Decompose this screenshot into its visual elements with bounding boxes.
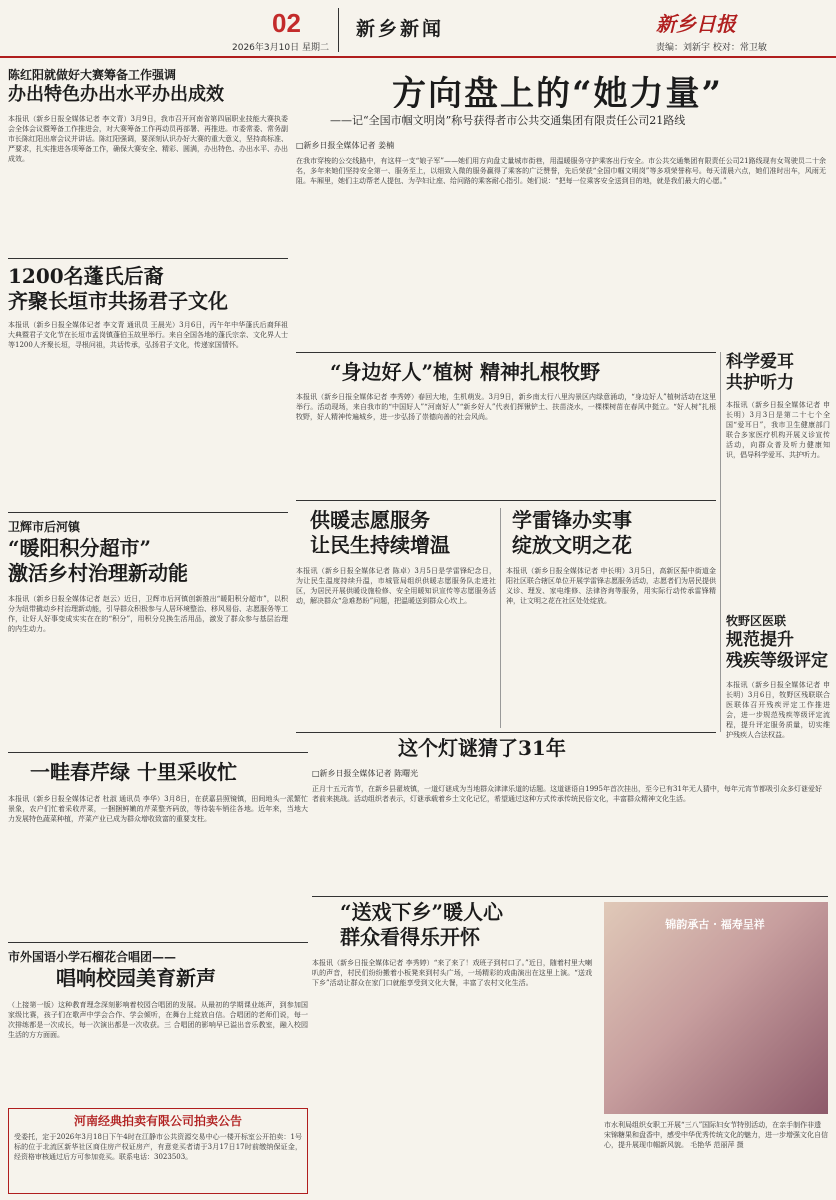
article-kicker: 卫辉市后河镇: [8, 520, 81, 534]
feature-body: 在我市穿梭的公交线路中，有这样一支“娘子军”——她们用方向盘丈量城市街巷，用温暖服务守护乘客出行安全。市公共交通集团有限责任公司21路线现有女驾驶员二十余名，多年来她们坚持安全第一、服务至上，以细致入微的服务赢得了乘客的广泛赞誉，先后荣获“全国巾帼文明岗”等多项荣誉称号。每天清晨六点，她们准时出车，风雨无阻。车厢里，她们主动帮老人提包、为孕妇让座、给问路的乘客耐心指引。她们说：“把每一位乘客安全送到目的地，就是我们最大的心愿。”: [296, 157, 826, 185]
divider: [8, 258, 288, 259]
auction-notice-body: 受委托，定于2026年3月18日下午4时在江静市公共资源交易中心一楼开标室公开拍卖：1号标的位于北流区新华社区商住房产权证房产，有意竞买者请于3月17日17时前缴纳保证金，经资格审核通过后方可参加竞买。联系电话：3023503。: [14, 1133, 302, 1161]
feature-headline: 方向盘上的“她力量”: [392, 74, 724, 108]
article-body: 本报讯（新乡日报全媒体记者 陈卓）3月5日是学雷锋纪念日，为让民生温度持续升温，市城管局组织供暖志愿服务队走进社区，为居民开展供暖设施检修、安全用暖知识宣传等志愿服务活动，解决群众“急难愁盼”问题，把温暖送到群众心坎上。: [296, 567, 496, 605]
issue-date: 2026年3月10日 星期二: [232, 43, 329, 52]
divider: [8, 512, 288, 513]
section-name: 新乡新闻: [356, 18, 445, 40]
article-body: （上接第一版）这种教育理念深刻影响着校园合唱团的发展。从最初的学期课业练声，到参加国家级比赛，孩子们在歌声中学会合作、学会倾听，在舞台上绽放自信。合唱团的老师们说，每一次排练都是一次成长，每一次演出都是一次收获。三 合唱团的影响早已溢出音乐教室，融入校园生活的方方面面。: [8, 1001, 308, 1039]
divider: [296, 352, 716, 353]
article-headline: “身边好人”植树 精神扎根牧野: [330, 360, 600, 384]
header-rule: [0, 56, 836, 58]
article-body: 正月十五元宵节，在新乡县翟坡镇，一道灯谜成为当地群众津津乐道的话题。这道谜语自1995年首次挂出，至今已有31年无人猜中，每年元宵节都吸引众多灯谜爱好者前来挑战。活动组织者表示，灯谜承载着乡土文化记忆，希望通过这种方式传承传统民俗文化，丰富群众精神文化生活。: [312, 785, 822, 803]
photo-caption: 市水利局组织女职工开展“三八”国际妇女节特别活动，在亲手制作非遗宋锦糖果和盘香中，感受中华优秀传统文化的魅力，进一步增强文化自信心，提升展现巾帼新风貌。 毛艳华 范丽萍 摄: [604, 1121, 828, 1149]
article-headline: 供暖志愿服务 让民生持续增温: [310, 508, 450, 557]
article-headline: 办出特色办出水平办出成效: [8, 84, 224, 105]
article-kicker: 陈红阳就做好大赛筹备工作强调: [8, 68, 177, 82]
article-body: 本报讯（新乡日报全媒体记者 李文青 通讯员 王晨光）3月6日，丙午年中华蓬氏后裔拜祖大典暨君子文化节在长垣市孟岗镇蓬伯玉故里举行。来自全国各地的蓬氏宗亲、文化界人士等1200人齐聚长垣，寻根问祖，共话传承，弘扬君子文化，传递家国情怀。: [8, 321, 288, 349]
article-headline: 1200名蓬氏后裔 齐聚长垣市共扬君子文化: [8, 264, 228, 313]
feature-byline: □新乡日报全媒体记者 姜楠: [296, 141, 395, 150]
divider: [8, 942, 308, 943]
header-divider: [338, 8, 339, 52]
feature-subheadline: ——记“全国市帼文明岗”称号获得者市公共交通集团有限责任公司21路线: [330, 114, 686, 127]
article-kicker: 牧野区医联: [726, 614, 787, 628]
article-body: 本报讯（新乡日报全媒体记者 申长明）3月6日，牧野区残联联合医联体召开残疾评定工作推进会，进一步规范残疾等级评定流程，提升评定服务质量，切实维护残疾人合法权益。: [726, 681, 830, 739]
article-headline: “暖阳积分超市” 激活乡村治理新动能: [8, 536, 188, 585]
article-kicker: 科学爱耳: [726, 352, 794, 372]
article-body: 本报讯（新乡日报全媒体记者 杜淑 通讯员 李华）3月8日，在获嘉县照镜镇，田间地头一派繁忙景象，农户们忙着采收芹菜，一捆捆鲜嫩的芹菜整齐码放，等待装车销往各地。近年来，当地大力发展特色蔬菜种植，芹菜产业已成为群众增收致富的重要支柱。: [8, 795, 308, 823]
article-kicker: 市外国语小学石榴花合唱团——: [8, 950, 177, 964]
article-body: 本报讯（新乡日报全媒体记者 申长明）3月5日，高新区振中街道金阳社区联合辖区单位开展学雷锋志愿服务活动，志愿者们为居民提供义诊、理发、家电维修、法律咨询等服务，用实际行动传承雷锋精神，让文明之花在社区处处绽放。: [506, 567, 716, 605]
article-headline: “送戏下乡”暖人心 群众看得乐开怀: [340, 900, 504, 949]
divider: [312, 896, 828, 897]
article-headline: 规范提升 残疾等级评定: [726, 630, 828, 671]
article-headline: 一畦春芹绿 十里采收忙: [30, 760, 237, 784]
column-divider: [500, 508, 501, 728]
article-body: 本报讯（新乡日报全媒体记者 李文青）3月9日，我市召开河南省第四届职业技能大赛执委会全体会议暨筹备工作推进会，对大赛筹备工作再动员再部署、再推进。市委常委、常务副市长陈红阳出席会议并讲话。陈红阳强调，要深刻认识办好大赛的重大意义，坚持高标准、严要求，扎实推进各项筹备工作，确保大赛安全、精彩、圆满，办出特色、办出水平、办出成效。: [8, 115, 288, 163]
editor-credit: 责编：刘新宇 校对：常卫敏: [656, 43, 767, 52]
auction-notice-title: 河南经典拍卖有限公司拍卖公告: [73, 1114, 242, 1128]
article-headline: 学雷锋办实事 绽放文明之花: [512, 508, 632, 557]
article-headline: 唱响校园美育新声: [56, 966, 216, 990]
article-byline: □新乡日报全媒体记者 陈曙光: [312, 769, 419, 778]
article-body: 本报讯（新乡日报全媒体记者 李秀婷）春回大地，生机萌发。3月9日，新乡南太行八里沟景区内绿意涌动，“身边好人”植树活动在这里举行。活动现场，来自我市的“中国好人”“河南好人”“新乡好人”代表们挥锹铲土、扶苗浇水，一棵棵树苗在春风中挺立。“好人树”扎根牧野，好人精神传遍城乡，进一步弘扬了崇德向善的社会风尚。: [296, 393, 716, 421]
divider: [8, 752, 308, 753]
divider: [296, 732, 716, 733]
article-body: 本报讯（新乡日报全媒体记者 赵云）近日，卫辉市后河镇创新推出“暖阳积分超市”，以积分为纽带撬动乡村治理新动能，引导群众积极参与人居环境整治、移风易俗、志愿服务等工作，让好人好事变成实实在在的“积分”，用积分兑换生活用品，激发了群众参与基层治理的内生动力。: [8, 595, 288, 633]
article-body: 本报讯（新乡日报全媒体记者 李秀婷）“来了来了！戏班子到村口了。”近日，随着村里大喇叭的声音，村民们纷纷搬着小板凳来到村头广场，一场精彩的戏曲演出在这里上演。“送戏下乡”活动让群众在家门口就能享受到文化大餐，丰富了农村文化生活。: [312, 959, 592, 987]
page-number: 02: [272, 8, 301, 38]
article-subtitle: 共护听力: [726, 373, 794, 393]
masthead-logo: 新乡日报: [656, 12, 736, 34]
article-body: 本报讯（新乡日报全媒体记者 申长明）3月3日是第二十七个全国“爱耳日”，我市卫生健康部门联合多家医疗机构开展义诊宣传活动，向群众普及听力健康知识，倡导科学爱耳、共护听力。: [726, 401, 830, 459]
column-divider: [720, 352, 721, 732]
article-headline: [726, 352, 830, 396]
article-headline: 这个灯谜猜了31年: [398, 736, 566, 760]
photo-banner: 锦韵承古 · 福寿呈祥: [665, 918, 765, 931]
divider: [296, 500, 716, 501]
